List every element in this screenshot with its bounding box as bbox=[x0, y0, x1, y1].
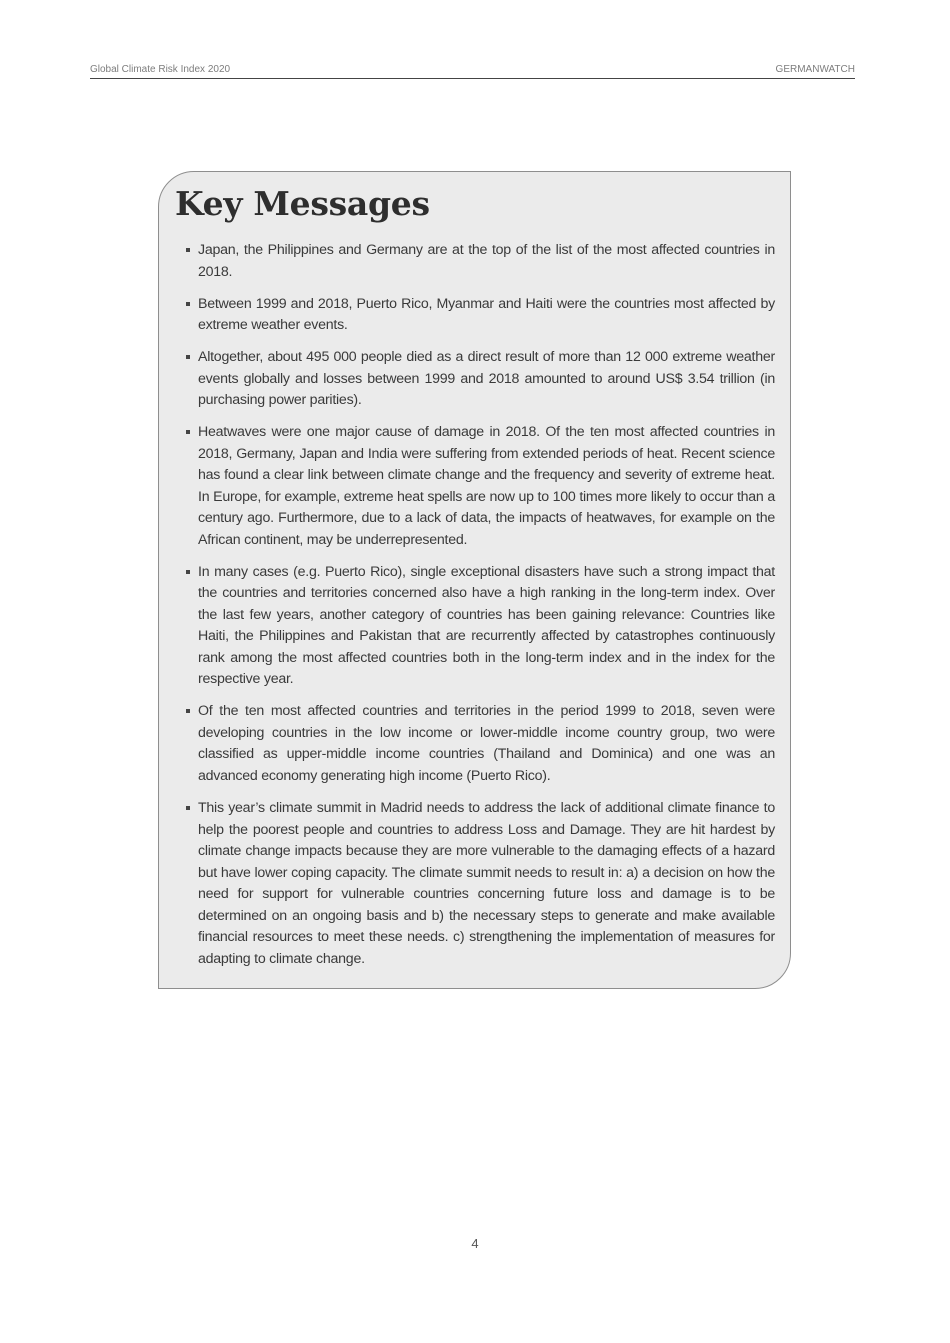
key-message-item bbox=[185, 422, 775, 551]
key-message-text: This year’s climate summit in Madrid needs to address the lack of additional climate finance to help the poorest people and countries to address Loss and Damage. They are hit hardest by climate change impacts because they are more vulnerable to the damaging effects of a hazard but have lower coping capacity. The climate summit needs to result in: a) a decision on how the need for support for vulnerable countries concerning future loss and damage is to be determined on an ongoing basis and b) the necessary steps to generate and make available financial resources to meet these needs. c) strengthening the implementation of measures for adapting to climate change. bbox=[198, 800, 775, 967]
page-number: 4 bbox=[471, 1236, 479, 1251]
key-message-text: Heatwaves were one major cause of damage in 2018. Of the ten most affected countries in 2018, Germany, Japan and India were suffering from extended periods of heat. Recent science has found a clear link between climate change and the frequency and severity of extreme heat. In Europe, for example, extreme heat spells are now up to 100 times more likely to occur than a century ago. Furthermore, due to a lack of data, the impacts of heatwaves, for example on the African continent, may be underrepresented. bbox=[198, 424, 775, 548]
key-messages-title: Key Messages bbox=[175, 184, 430, 223]
key-messages-box bbox=[158, 171, 791, 989]
key-messages-list bbox=[185, 240, 775, 981]
square-bullet-icon bbox=[186, 302, 190, 306]
square-bullet-icon bbox=[186, 430, 190, 434]
key-message-item bbox=[185, 240, 775, 283]
key-message-text: Japan, the Philippines and Germany are at the top of the list of the most affected countries in 2018. bbox=[198, 242, 775, 280]
square-bullet-icon bbox=[186, 806, 190, 810]
key-message-text: Altogether, about 495 000 people died as a direct result of more than 12 000 extreme weather events globally and losses between 1999 and 2018 amounted to around US$ 3.54 trillion (in purchasing power parities). bbox=[198, 349, 775, 409]
key-message-text: In many cases (e.g. Puerto Rico), single exceptional disasters have such a strong impact that the countries and territories concerned also have a high ranking in the long-term index. Over the last few years, another category of countries has been gaining relevance: Countries like Haiti, the Philippines and Pakistan that are recurrently affected by catastrophes continuously rank among the most affected countries both in the long-term index and in the index for the respective year. bbox=[198, 563, 775, 688]
running-header bbox=[90, 63, 855, 79]
publisher-name: GERMANWATCH bbox=[775, 64, 855, 75]
square-bullet-icon bbox=[186, 570, 190, 574]
key-message-item bbox=[185, 562, 775, 691]
publication-title: Global Climate Risk Index 2020 bbox=[90, 64, 231, 75]
key-message-item bbox=[185, 701, 775, 787]
square-bullet-icon bbox=[186, 709, 190, 713]
key-message-item bbox=[185, 347, 775, 412]
square-bullet-icon bbox=[186, 248, 190, 252]
key-message-item bbox=[185, 294, 775, 337]
key-message-item bbox=[185, 798, 775, 970]
key-message-text: Of the ten most affected countries and territories in the period 1999 to 2018, seven were developing countries in the low income or lower-middle income country group, two were classified as upper-middle income countries (Thailand and Dominica) and one was an advanced economy generating high income (Puerto Rico). bbox=[198, 703, 775, 784]
square-bullet-icon bbox=[186, 355, 190, 359]
key-message-text: Between 1999 and 2018, Puerto Rico, Myanmar and Haiti were the countries most affected by extreme weather events. bbox=[198, 295, 775, 334]
